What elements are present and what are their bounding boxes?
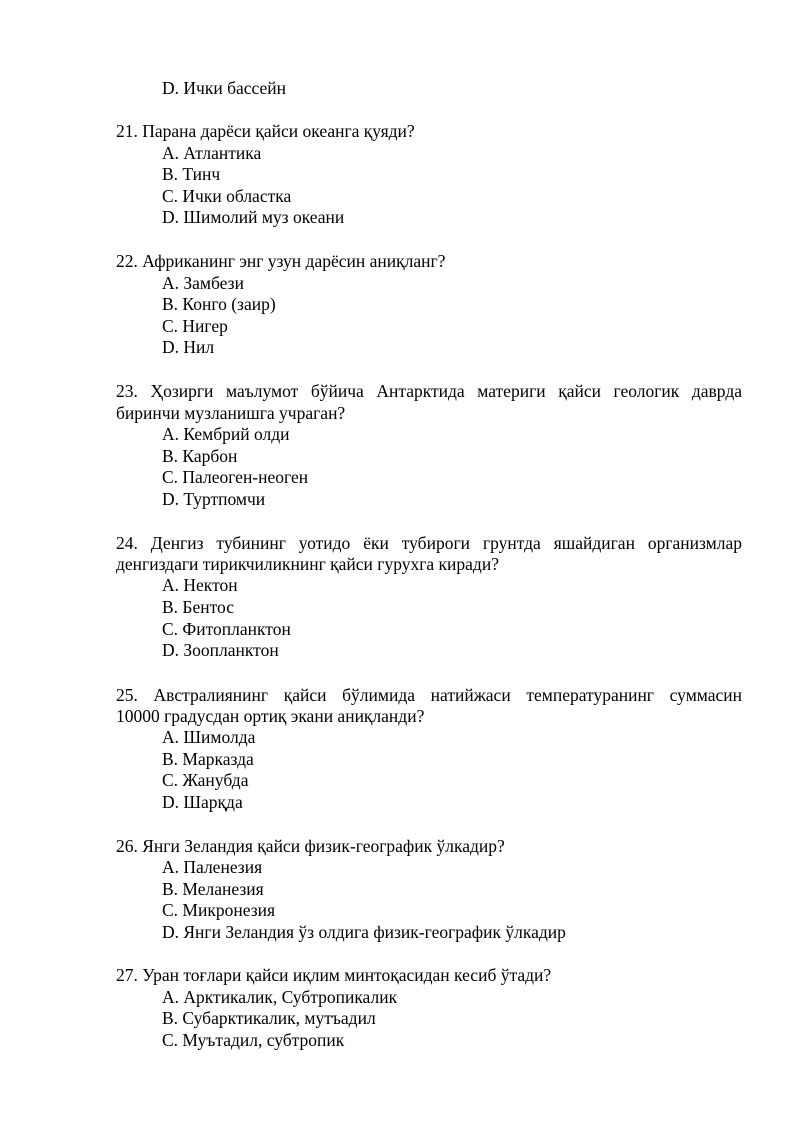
- question-22-option-c: C. Нигер: [162, 316, 228, 336]
- question-21-option-d: D. Шимолий муз океани: [162, 207, 345, 227]
- question-25-option-d: D. Шарқда: [162, 792, 243, 812]
- prev-question-option-d: D. Ички бассейн: [162, 78, 286, 98]
- question-27-option-a: A. Арктикалик, Субтропикалик: [162, 987, 398, 1007]
- question-24-stem-line-2: денгиздаги тирикчиликнинг қайси гурухга киради?: [116, 554, 499, 574]
- question-23-stem-line-2: биринчи музланишга учраган?: [116, 403, 346, 423]
- question-25-option-c: C. Жанубда: [162, 770, 249, 790]
- question-27-option-b: B. Субарктикалик, мутъадил: [162, 1008, 376, 1028]
- question-23-stem-line-1: 23. Ҳозирги маълумот бўйича Антарктида материги қайси геологик даврда: [116, 381, 742, 401]
- question-21-option-c: C. Ички областка: [162, 186, 292, 206]
- question-21-stem: 21. Парана дарёси қайси океанга қуяди?: [116, 121, 415, 141]
- question-24-option-b: B. Бентос: [162, 597, 234, 617]
- question-21-option-a: A. Атлантика: [162, 143, 262, 163]
- question-25-option-b: B. Марказда: [162, 749, 254, 769]
- question-25-option-a: A. Шимолда: [162, 727, 256, 747]
- question-26-option-c: C. Микронезия: [162, 900, 276, 920]
- question-23-option-a: A. Кембрий олди: [162, 424, 290, 444]
- question-22-option-a: A. Замбези: [162, 273, 244, 293]
- question-24-option-d: D. Зоопланктон: [162, 640, 279, 660]
- question-26-stem: 26. Янги Зеландия қайси физик-географик ўлкадир?: [116, 836, 505, 856]
- question-24-option-a: A. Нектон: [162, 575, 238, 595]
- question-27-option-c: C. Муътадил, субтропик: [162, 1030, 345, 1050]
- question-24-option-c: C. Фитопланктон: [162, 619, 291, 639]
- question-26-option-a: A. Паленезия: [162, 857, 263, 877]
- question-22-option-b: B. Конго (заир): [162, 294, 276, 314]
- question-22-stem: 22. Африканинг энг узун дарёсин аниқланг?: [116, 251, 446, 271]
- question-23-option-b: B. Карбон: [162, 446, 238, 466]
- question-26-option-b: B. Меланезия: [162, 879, 264, 899]
- question-26-option-d: D. Янги Зеландия ўз олдига физик-географик ўлкадир: [162, 922, 566, 942]
- question-23-option-c: C. Палеоген-неоген: [162, 467, 309, 487]
- question-25-stem-line-2: 10000 градусдан ортиқ экани аниқланди?: [116, 706, 425, 726]
- question-27-stem: 27. Уран тоғлари қайси иқлим минтоқасидан кесиб ўтади?: [116, 965, 552, 985]
- question-22-option-d: D. Нил: [162, 337, 215, 357]
- question-23-option-d: D. Туртпомчи: [162, 489, 266, 509]
- question-25-stem-line-1: 25. Австралиянинг қайси бўлимида натийжаси температуранинг суммасин: [116, 685, 742, 705]
- question-24-stem-line-1: 24. Денгиз тубининг уотидо ёки тубироги грунтда яшайдиган организмлар: [116, 533, 742, 553]
- question-21-option-b: B. Тинч: [162, 164, 221, 184]
